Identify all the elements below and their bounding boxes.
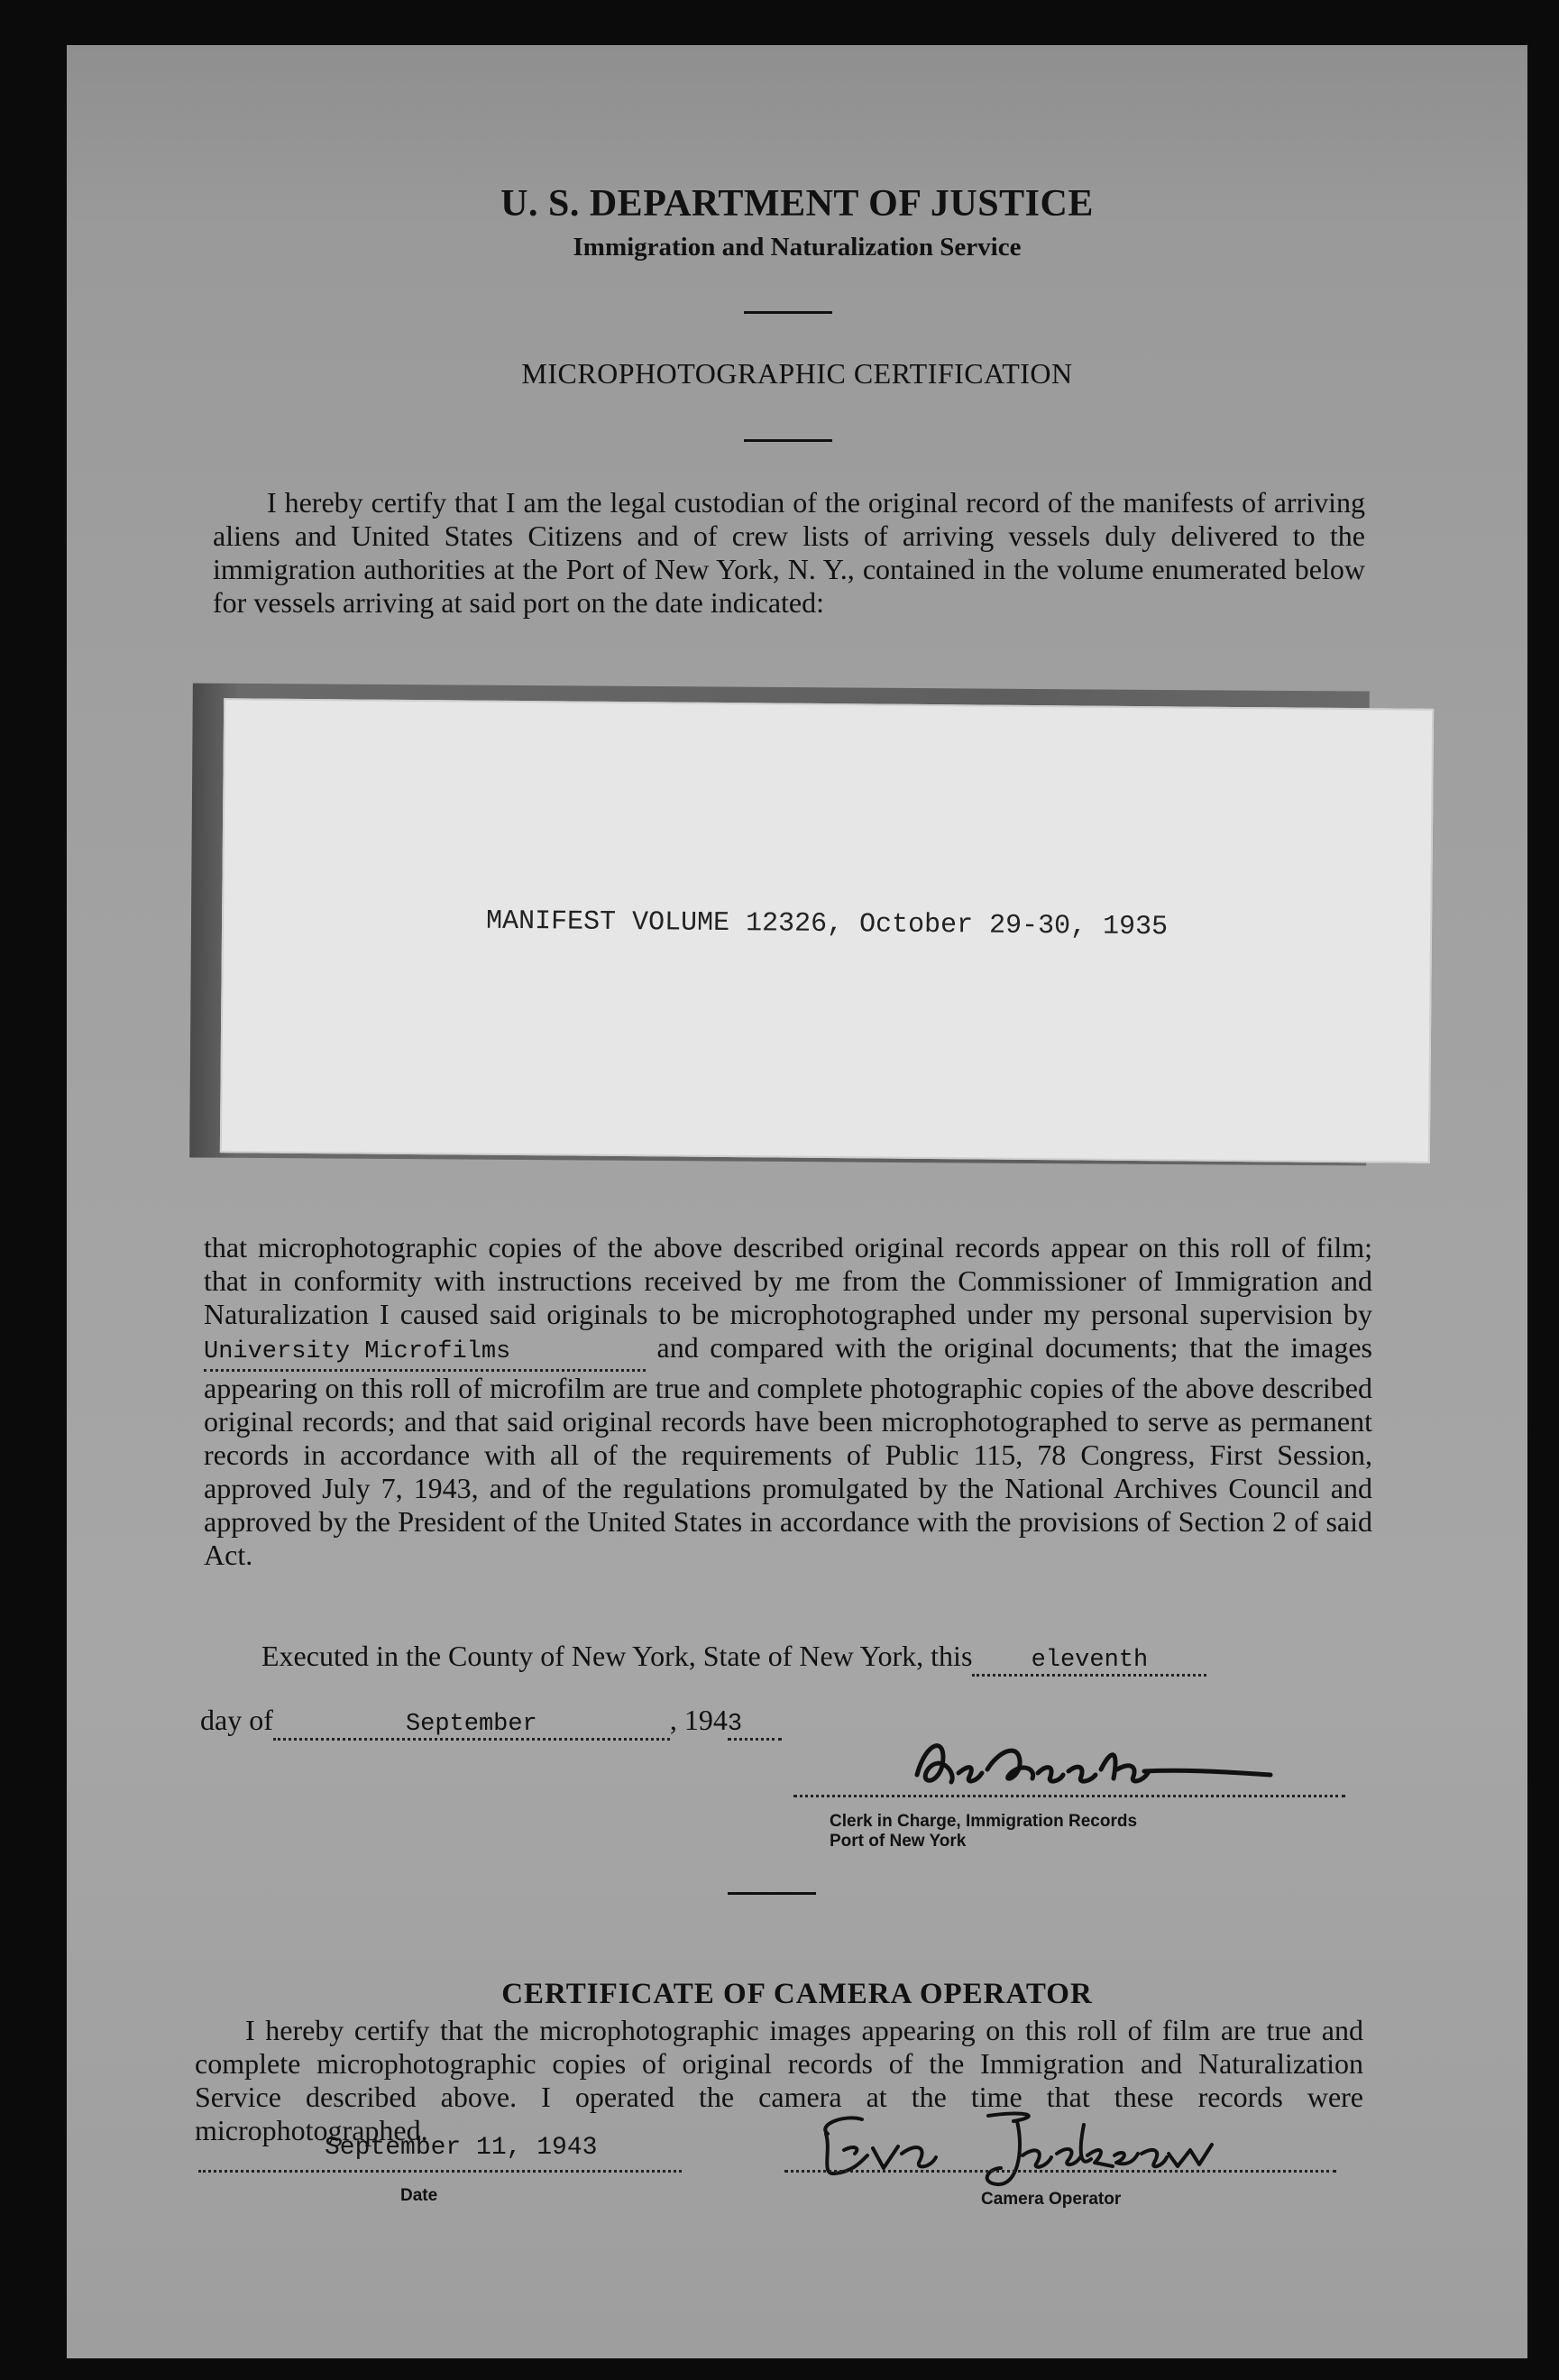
operator-signature-line [784, 2170, 1336, 2173]
date-label: Date [400, 2186, 438, 2205]
camera-operator-signature [808, 2098, 1223, 2197]
clerk-title-line2: Port of New York [830, 1832, 967, 1851]
body-paragraph [204, 1231, 1372, 1572]
department-heading: U. S. DEPARTMENT OF JUSTICE [500, 183, 1094, 225]
camera-operator-label: Camera Operator [981, 2190, 1122, 2209]
month-value: September [405, 1711, 537, 1738]
month-field [273, 1711, 670, 1741]
certificate-document [67, 45, 1527, 2358]
day-of-label: day of [200, 1704, 273, 1736]
intro-paragraph: I hereby certify that I am the legal custodian of the original record of the manifests of arriving aliens and United States Citizens and of crew lists of arriving vessels duly delivered to the immigration authorities at the Port of New York, N. Y., contained in the volume enumerated below for vessels arriving at said port on the date indicated: [213, 486, 1365, 619]
body-text-part2: and compared with the original documents; that the images appearing on this roll of microfilm are true and complete photographic copies of the above described original records; and that said original records have been microphotographed to serve as permanent records in accordance with all of the requirements of Public 115, 78 Congress, First Session, approved July 7, 1943, and of the regulations promulgated by the National Archives Council and approved by the President of the United States in accordance with the provisions of Section 2 of said Act. [204, 1331, 1373, 1571]
year-field [728, 1704, 782, 1741]
year-digit: 3 [727, 1711, 743, 1738]
camera-certificate-title: CERTIFICATE OF CAMERA OPERATOR [501, 1978, 1093, 2010]
year-prefix: , 194 [669, 1704, 728, 1736]
record-slip [220, 698, 1434, 1163]
clerk-title-line1: Clerk in Charge, Immigration Records [830, 1812, 1138, 1831]
operation-date-value: September 11, 1943 [325, 2134, 598, 2162]
day-field [972, 1647, 1206, 1677]
executed-prefix: Executed in the County of New York, State of New York, this [261, 1640, 973, 1672]
manifest-volume-text: MANIFEST VOLUME 12326, October 29-30, 1935 [485, 905, 1169, 943]
microfilmer-field [204, 1336, 646, 1372]
certification-title: MICROPHOTOGRAPHIC CERTIFICATION [521, 357, 1073, 390]
divider-rule [744, 311, 832, 314]
microfilmer-value: University Microfilms [204, 1338, 511, 1365]
clerk-title [830, 1812, 1137, 1852]
divider-rule [744, 439, 832, 442]
date-line [200, 1704, 782, 1741]
clerk-signature [910, 1730, 1288, 1800]
body-text-part1: that microphotographic copies of the above described original records appear on this roll of film; that in conformity with instructions received by me from the Commissioner of Immigration and Naturalization I caused said originals to be microphotographed under my personal supervision by [204, 1231, 1372, 1330]
executed-line [261, 1640, 1206, 1677]
divider-rule [728, 1892, 816, 1895]
day-value: eleventh [1031, 1647, 1149, 1674]
clerk-signature-line [793, 1795, 1345, 1797]
date-line-dotted [198, 2170, 682, 2173]
camera-certificate-paragraph: I hereby certify that the microphotographic images appearing on this roll of film are true and complete microphotographic copies of original records of the Immigration and Naturalization Service described above. I operated the camera at the time that these records were microphotographed. [195, 2014, 1363, 2146]
service-subheading: Immigration and Naturalization Service [573, 233, 1022, 262]
